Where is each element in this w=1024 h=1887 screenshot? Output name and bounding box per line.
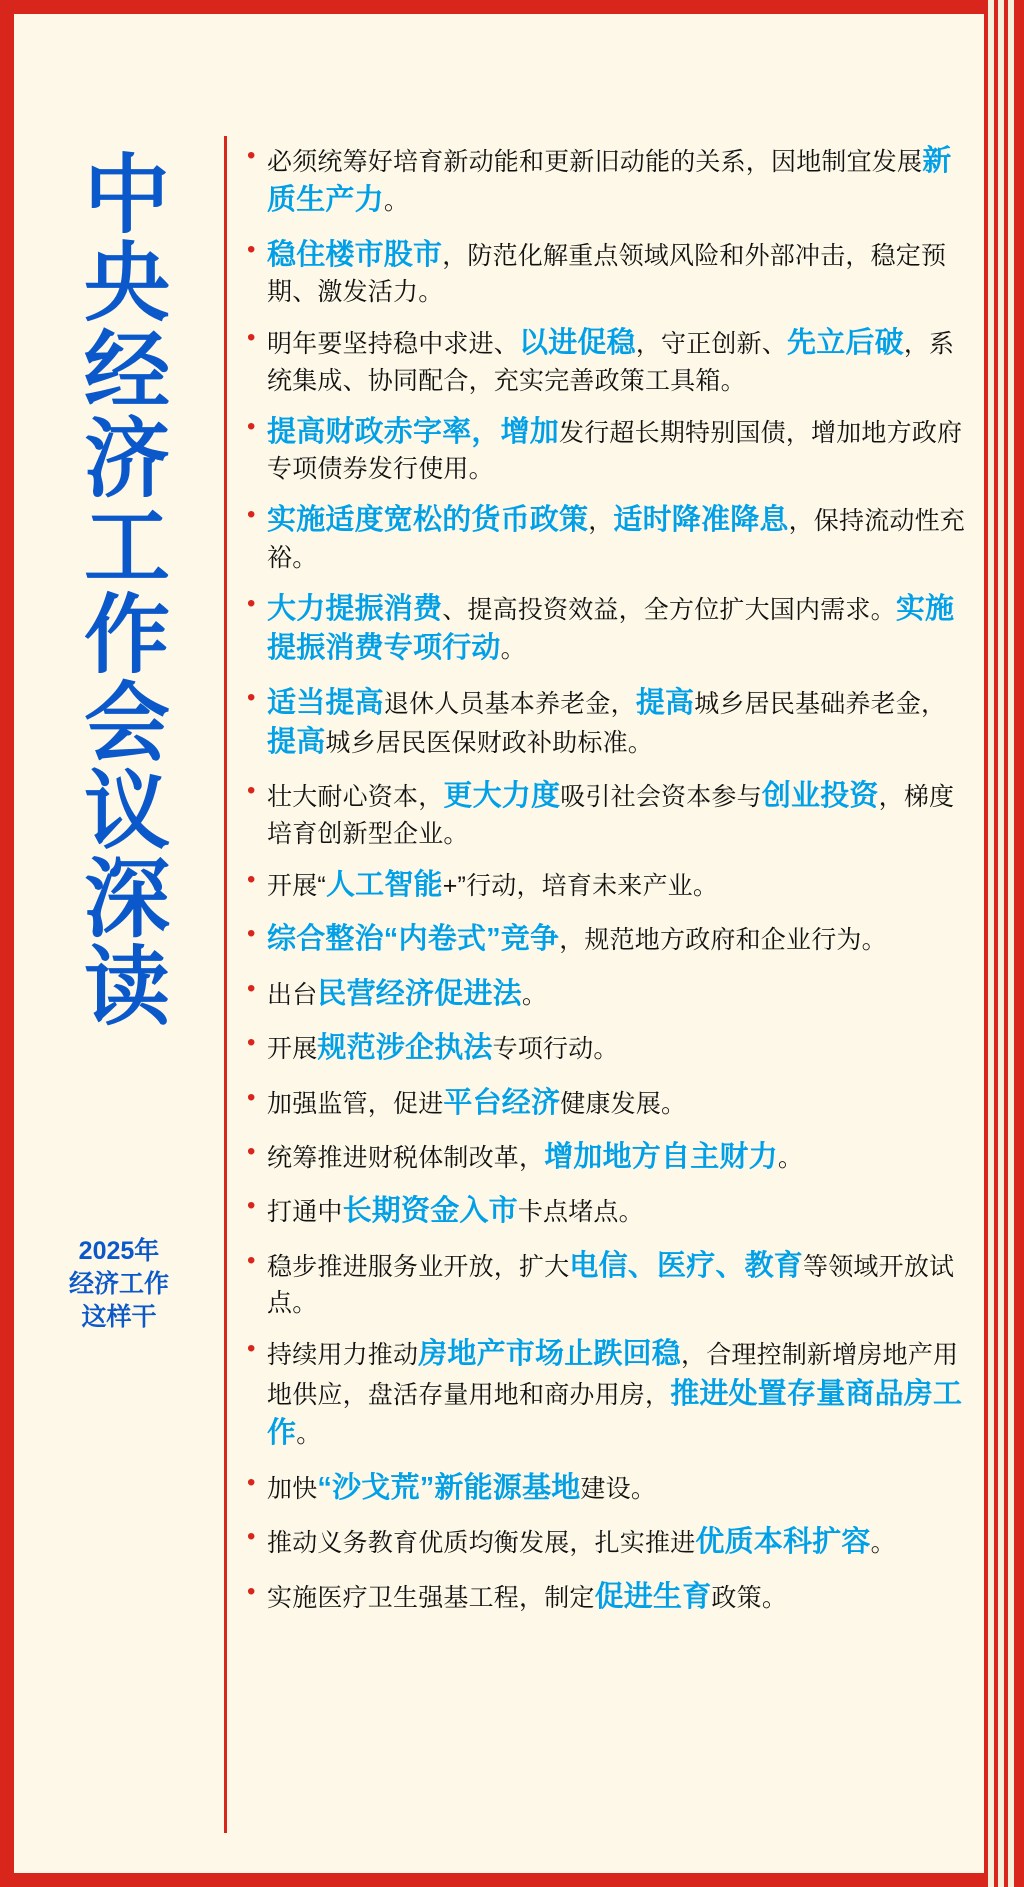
highlight-text: 创业投资 [761, 780, 879, 813]
list-item [245, 920, 966, 959]
body-text: ，规范地方政府和企业行为。 [559, 926, 887, 955]
points-list [245, 142, 966, 1617]
body-text: 健康发展。 [560, 1089, 687, 1118]
highlight-text: 电信、医疗、教育 [569, 1249, 804, 1282]
title-column [14, 14, 224, 1873]
highlight-text: 增加地方自主财力 [544, 1141, 778, 1173]
body-text: 吸引社会资本参与 [560, 783, 762, 812]
body-text: 。 [500, 635, 526, 664]
highlight-text: 人工智能 [325, 868, 443, 901]
body-text: ，守正创新、 [635, 330, 788, 359]
body-text: 开展 [267, 1035, 318, 1064]
body-text: 。 [383, 187, 410, 216]
list-item [245, 684, 966, 763]
body-text: ，合理控制新增房地产用地供应，盘活存量用地和商办用房， [267, 1341, 959, 1409]
list-item [245, 324, 966, 397]
highlight-text: 新质生产力 [267, 145, 952, 217]
list-item [245, 866, 966, 905]
body-text: ，梯度培育创新型企业。 [267, 783, 955, 848]
list-item [245, 1029, 966, 1068]
content-column [227, 14, 984, 1873]
highlight-text: “沙戈荒”新能源基地 [317, 1471, 581, 1504]
list-item [245, 1578, 966, 1617]
list-item [245, 236, 966, 309]
body-text: 必须统筹好培育新动能和更新旧动能的关系，因地制宜发展 [267, 148, 923, 176]
list-item [245, 590, 966, 669]
highlight-text: 以进促稳 [519, 327, 636, 360]
body-text: 。 [296, 1420, 322, 1449]
highlight-text: 更大力度 [443, 780, 561, 813]
body-text: ，系统集成、协同配合，充实完善政策工具箱。 [267, 330, 955, 395]
body-text: 。 [521, 980, 548, 1009]
highlight-text: 平台经济 [443, 1086, 561, 1119]
list-item [245, 501, 966, 574]
body-text: 卡点堵点。 [517, 1198, 644, 1227]
body-text: 政策。 [711, 1583, 788, 1612]
body-text: 出台 [267, 980, 318, 1009]
list-item [245, 1523, 966, 1562]
highlight-text: 实施提振消费专项行动 [267, 592, 955, 665]
highlight-text: 提高 [267, 725, 326, 758]
body-text: 明年要坚持稳中求进、 [267, 330, 520, 359]
highlight-text: 大力提振消费 [267, 592, 443, 625]
highlight-text: 民营经济促进法 [317, 977, 522, 1010]
body-text: 退休人员基本养老金， [383, 689, 636, 718]
subtitle: 2025年 经济工作 这样干 [68, 1237, 169, 1331]
decorative-stripe-3 [1008, 0, 1014, 1887]
highlight-text: 稳住楼市股市 [267, 238, 443, 271]
list-item [245, 1192, 966, 1231]
decorative-stripe-2 [998, 0, 1004, 1887]
body-text: 壮大耐心资本， [267, 783, 444, 812]
list-item [245, 777, 966, 850]
highlight-text: 综合整治“内卷式”竞争 [267, 923, 560, 956]
body-text: 稳步推进服务业开放，扩大 [267, 1252, 570, 1281]
list-item [245, 1138, 966, 1177]
body-text: 。 [777, 1144, 804, 1172]
body-text: 开展“ [267, 871, 326, 900]
highlight-text: 提高财政赤字率，增加 [267, 415, 560, 448]
body-text: ， [588, 507, 614, 536]
highlight-text: 实施适度宽松的货币政策 [267, 504, 589, 537]
body-text: 、提高投资效益，全方位扩大国内需求。 [442, 595, 896, 624]
list-item [245, 1084, 966, 1123]
highlight-text: 适当提高 [267, 686, 384, 719]
body-text: 打通中 [267, 1198, 343, 1227]
body-text: 统筹推进财税体制改革， [267, 1144, 545, 1172]
body-text: 城乡居民基础养老金， [694, 689, 947, 718]
body-text: 等领域开放试点。 [267, 1252, 955, 1318]
body-text: +”行动，培育未来产业。 [442, 871, 719, 900]
highlight-text: 促进生育 [594, 1580, 712, 1613]
poster-panel [14, 14, 984, 1873]
body-text: 。 [870, 1529, 896, 1558]
body-text: 专项行动。 [492, 1035, 619, 1064]
page-title: 中央经济工作会议深读 [71, 149, 167, 1029]
body-text: 加强监管，促进 [267, 1089, 444, 1118]
list-item [245, 142, 966, 221]
highlight-text: 长期资金入市 [342, 1195, 518, 1228]
body-text: 发行超长期特别国债，增加地方政府专项债券发行使用。 [267, 418, 963, 484]
highlight-text: 适时降准降息 [613, 504, 789, 537]
body-text: ，保持流动性充裕。 [267, 507, 966, 572]
list-item [245, 413, 966, 486]
body-text: ，防范化解重点领域风险和外部冲击，稳定预期、激发活力。 [267, 241, 947, 307]
decorative-stripe-1 [988, 0, 994, 1887]
highlight-text: 房地产市场止跌回稳 [418, 1338, 682, 1371]
highlight-text: 规范涉企执法 [317, 1032, 493, 1065]
highlight-text: 推进处置存量商品房工作 [267, 1377, 963, 1450]
list-item [245, 975, 966, 1014]
highlight-text: 先立后破 [787, 327, 904, 360]
highlight-text: 优质本科扩容 [695, 1526, 871, 1559]
list-item [245, 1247, 966, 1320]
body-text: 推动义务教育优质均衡发展，扎实推进 [267, 1529, 696, 1558]
body-text: 建设。 [580, 1474, 657, 1503]
body-text: 加快 [267, 1474, 318, 1503]
list-item [245, 1469, 966, 1508]
body-text: 持续用力推动 [267, 1341, 419, 1370]
body-text: 城乡居民医保财政补助标准。 [325, 728, 654, 757]
body-text: 实施医疗卫生强基工程，制定 [267, 1583, 595, 1612]
list-item [245, 1335, 966, 1453]
highlight-text: 提高 [635, 686, 695, 719]
